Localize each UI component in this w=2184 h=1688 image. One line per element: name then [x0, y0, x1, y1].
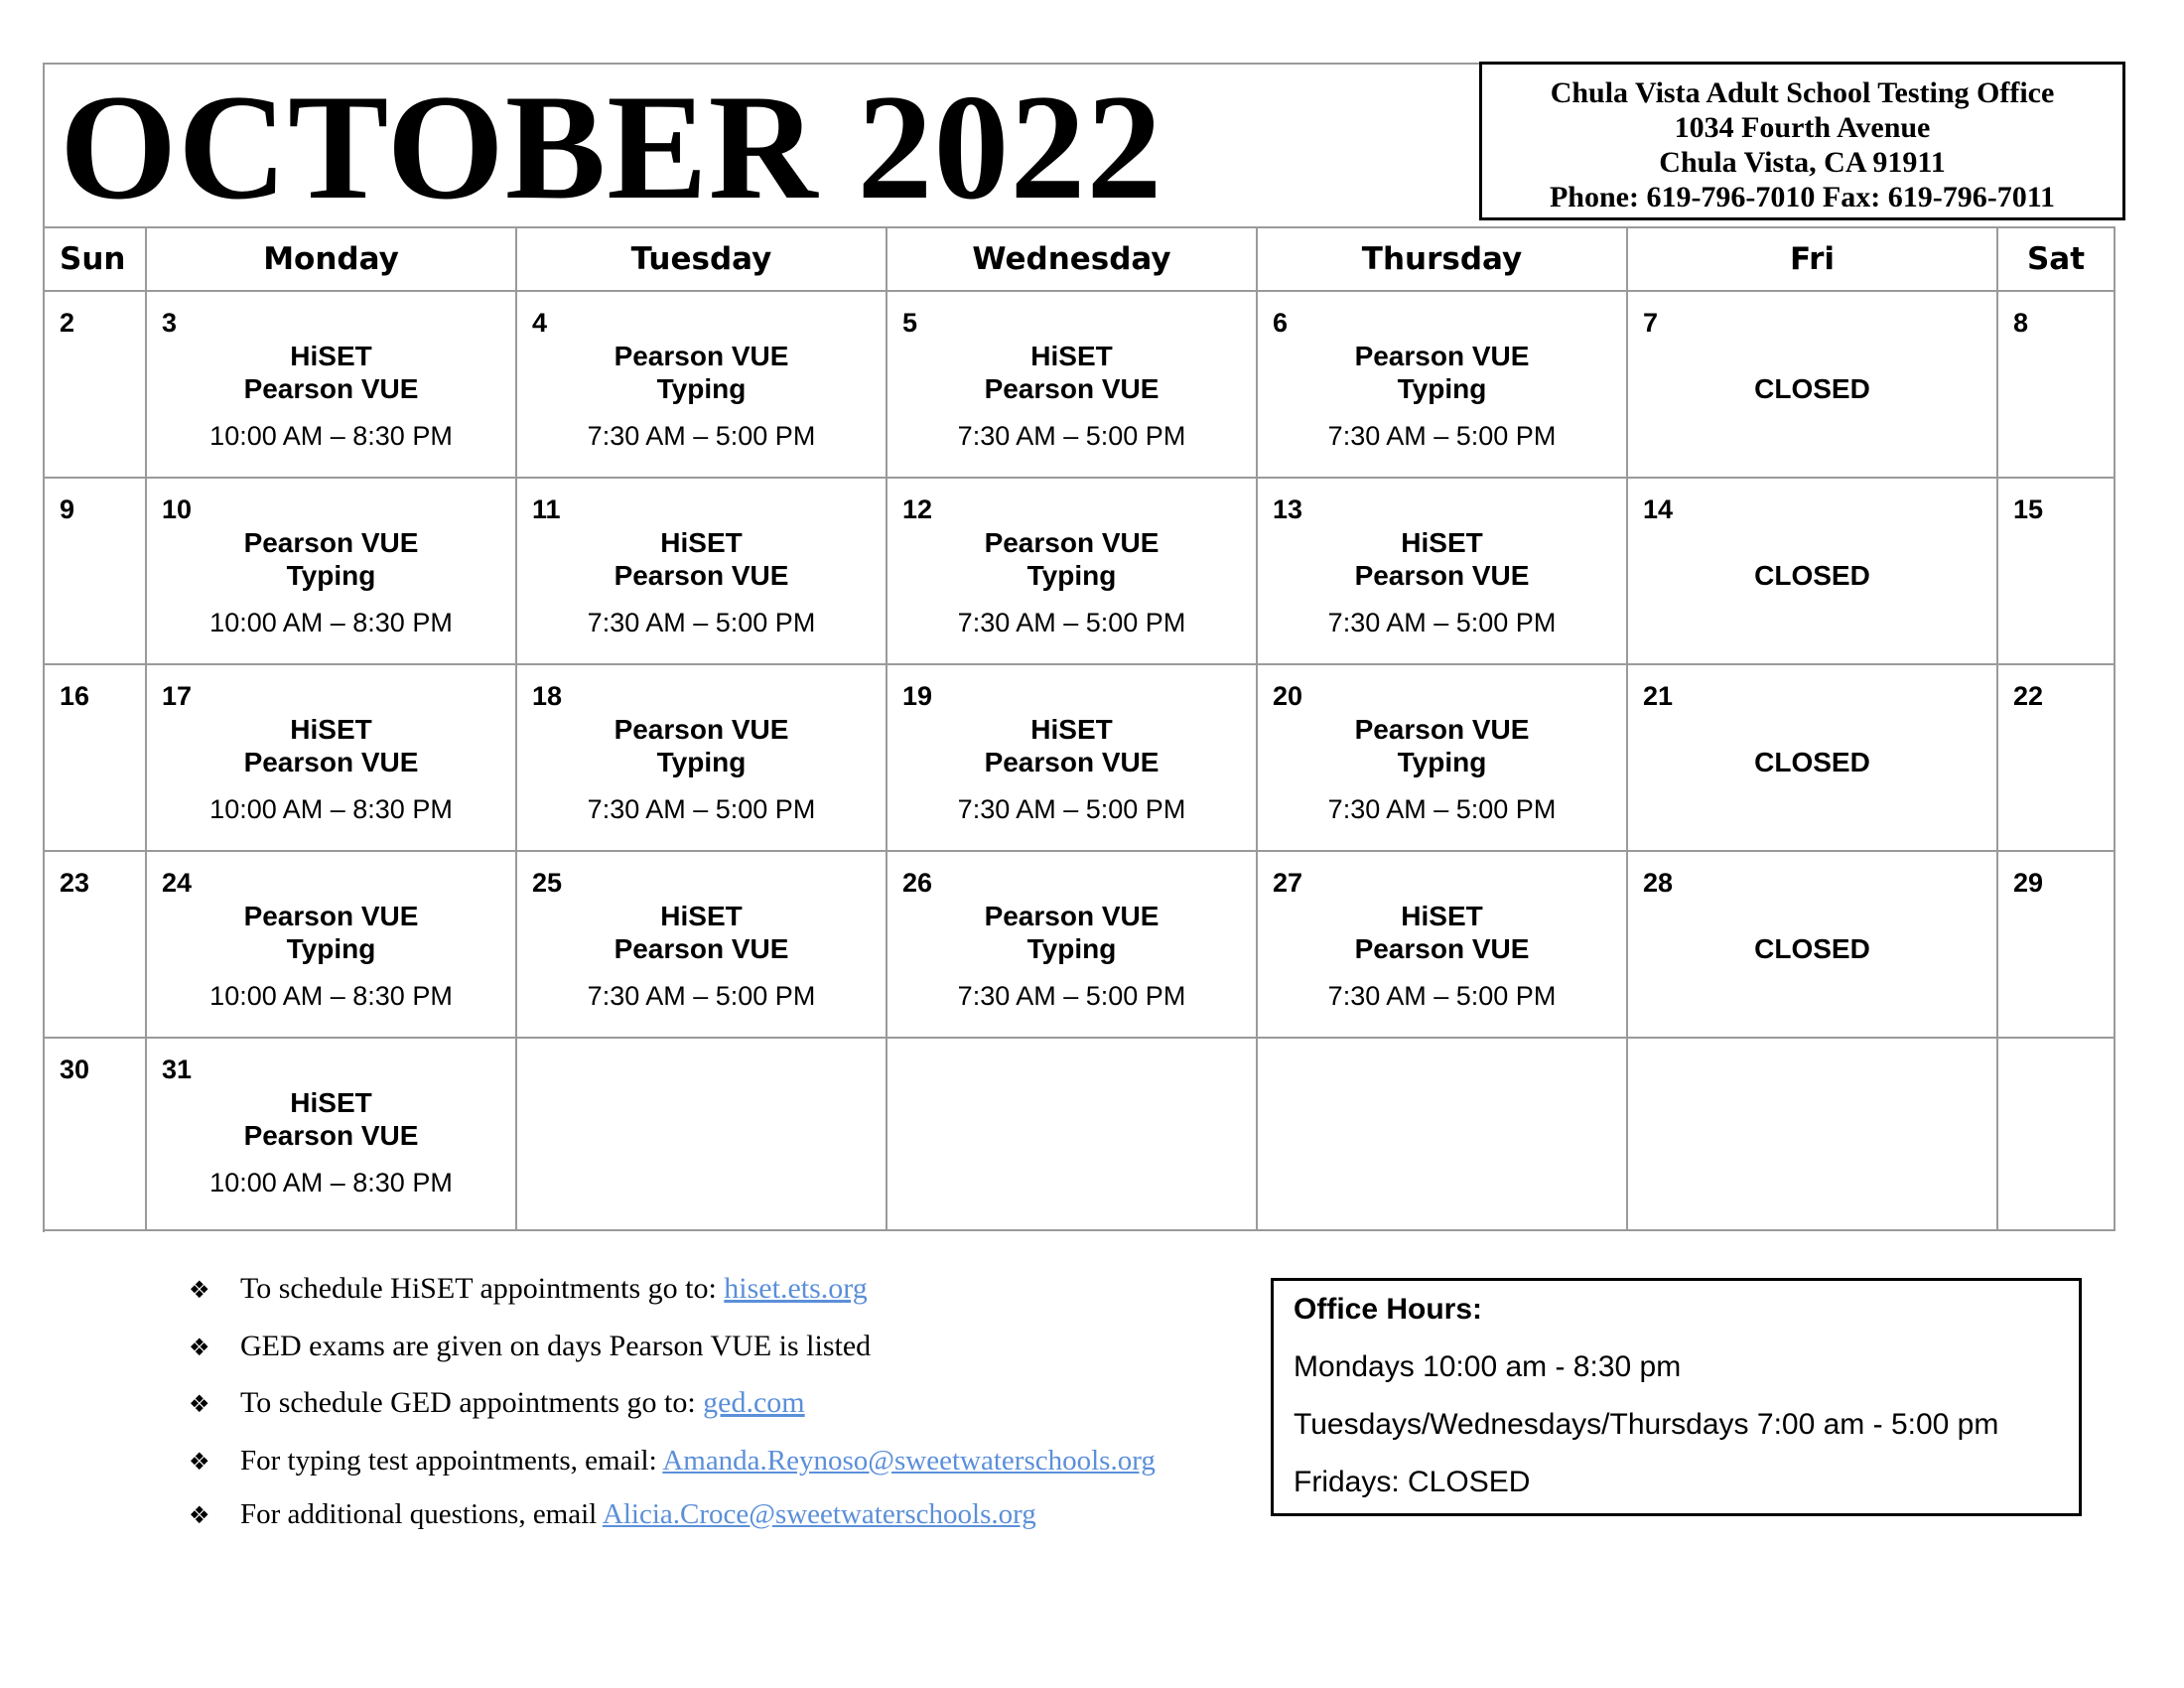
calendar-grid: [43, 226, 2116, 1231]
day-events: [887, 713, 1256, 824]
calendar-week-row: [44, 291, 2115, 478]
office-hours-line: Fridays: CLOSED: [1294, 1466, 1531, 1498]
day-events: [887, 340, 1256, 451]
day-number: 9: [60, 494, 75, 524]
exam-type: HiSET: [290, 341, 372, 371]
questions-email-link[interactable]: Alicia.Croce@sweetwaterschools.org: [602, 1497, 1036, 1530]
exam-type: Pearson VUE: [243, 747, 419, 777]
day-number: 20: [1273, 681, 1303, 711]
day-number: 29: [2013, 868, 2044, 898]
office-hours-title: Office Hours:: [1294, 1293, 1483, 1326]
ged-link[interactable]: ged.com: [703, 1386, 805, 1419]
day-events: [147, 900, 515, 1011]
calendar-day-cell: [516, 291, 887, 478]
office-hours-line: Tuesdays/Wednesdays/Thursdays 7:00 am - 5:00 pm: [1294, 1408, 1999, 1441]
exam-hours: 7:30 AM – 5:00 PM: [1327, 608, 1557, 637]
day-number: 22: [2013, 681, 2044, 711]
exam-type: HiSET: [1030, 714, 1113, 745]
day-number: 25: [532, 868, 563, 898]
calendar-day-cell: [1257, 291, 1627, 478]
calendar-day-cell: [44, 291, 146, 478]
day-number: 16: [60, 681, 90, 711]
exam-hours: 7:30 AM – 5:00 PM: [957, 608, 1186, 637]
day-number: 28: [1643, 868, 1674, 898]
weekday-header: Thursday: [1257, 227, 1627, 291]
exam-hours: 10:00 AM – 8:30 PM: [209, 1168, 453, 1197]
calendar-empty-cell: [516, 1038, 887, 1230]
calendar-day-cell: [1997, 478, 2115, 664]
weekday-header: Wednesday: [887, 227, 1257, 291]
weekday-header-row: [44, 227, 2115, 291]
calendar-empty-cell: [1627, 1038, 1997, 1230]
exam-type: HiSET: [290, 1087, 372, 1118]
calendar-day-cell: [887, 478, 1257, 664]
day-number: 14: [1643, 494, 1674, 524]
calendar-day-cell: [1627, 664, 1997, 851]
office-hours-line: Mondays 10:00 am - 8:30 pm: [1294, 1350, 1682, 1383]
calendar-day-cell: [887, 664, 1257, 851]
day-events: [517, 900, 886, 1011]
office-address-box: [1479, 62, 2125, 220]
exam-hours: 10:00 AM – 8:30 PM: [209, 608, 453, 637]
closed-label: CLOSED: [1754, 373, 1870, 404]
diamond-bullet-icon: ❖: [189, 1333, 210, 1361]
typing-email-link[interactable]: Amanda.Reynoso@sweetwaterschools.org: [662, 1444, 1156, 1477]
notes-list: [189, 1269, 1156, 1548]
exam-type: HiSET: [290, 714, 372, 745]
exam-type: Pearson VUE: [984, 901, 1160, 931]
exam-hours: 10:00 AM – 8:30 PM: [209, 981, 453, 1011]
day-number: 5: [902, 308, 918, 338]
exam-hours: 7:30 AM – 5:00 PM: [1327, 421, 1557, 451]
exam-type: Typing: [1026, 560, 1117, 591]
exam-type: Pearson VUE: [984, 747, 1160, 777]
weekday-header: Tuesday: [516, 227, 887, 291]
day-number: 26: [902, 868, 933, 898]
closed-label: CLOSED: [1754, 933, 1870, 964]
day-number: 6: [1273, 308, 1289, 338]
calendar-day-cell: [1997, 851, 2115, 1038]
day-events: [517, 340, 886, 451]
day-number: 4: [532, 308, 548, 338]
page-title: OCTOBER 2022: [60, 64, 1163, 230]
calendar-day-cell: [887, 291, 1257, 478]
day-events: [1258, 340, 1626, 451]
calendar-empty-cell: [887, 1038, 1257, 1230]
exam-type: HiSET: [1401, 901, 1483, 931]
day-events: [147, 526, 515, 637]
day-events: [887, 900, 1256, 1011]
day-events: [517, 526, 886, 637]
diamond-bullet-icon: ❖: [189, 1390, 210, 1418]
exam-type: Pearson VUE: [1354, 560, 1530, 591]
exam-type: HiSET: [1401, 527, 1483, 558]
exam-hours: 7:30 AM – 5:00 PM: [587, 981, 816, 1011]
exam-hours: 7:30 AM – 5:00 PM: [957, 421, 1186, 451]
calendar-day-cell: [516, 851, 887, 1038]
calendar-day-cell: [516, 478, 887, 664]
day-events: [1258, 713, 1626, 824]
calendar-day-cell: [1627, 851, 1997, 1038]
day-number: 12: [902, 494, 933, 524]
calendar-day-cell: [1627, 291, 1997, 478]
calendar-day-cell: [1627, 478, 1997, 664]
office-phone-fax: Phone: 619-796-7010 Fax: 619-796-7011: [1549, 181, 2056, 213]
calendar-day-cell: [887, 851, 1257, 1038]
day-number: 31: [162, 1055, 193, 1084]
day-number: 11: [532, 494, 561, 524]
exam-type: HiSET: [1030, 341, 1113, 371]
exam-type: Pearson VUE: [1354, 341, 1530, 371]
diamond-bullet-icon: ❖: [189, 1500, 210, 1529]
calendar-day-cell: [146, 1038, 516, 1230]
exam-type: Typing: [656, 373, 747, 404]
note-item: ❖ To schedule HiSET appointments go to: hiset.ets.org: [189, 1269, 1156, 1327]
day-number: 18: [532, 681, 563, 711]
day-events: [887, 526, 1256, 637]
calendar-day-cell: [44, 664, 146, 851]
office-street: 1034 Fourth Avenue: [1674, 111, 1931, 144]
exam-hours: 10:00 AM – 8:30 PM: [209, 794, 453, 824]
calendar-week-row: [44, 664, 2115, 851]
exam-type: Pearson VUE: [243, 527, 419, 558]
exam-type: Typing: [286, 933, 376, 964]
exam-type: HiSET: [660, 901, 743, 931]
exam-hours: 7:30 AM – 5:00 PM: [957, 794, 1186, 824]
exam-type: HiSET: [660, 527, 743, 558]
calendar-empty-cell: [1997, 1038, 2115, 1230]
calendar-day-cell: [516, 664, 887, 851]
day-number: 27: [1273, 868, 1303, 898]
exam-hours: 7:30 AM – 5:00 PM: [957, 981, 1186, 1011]
day-number: 23: [60, 868, 90, 898]
calendar-day-cell: [1257, 664, 1627, 851]
office-city: Chula Vista, CA 91911: [1659, 146, 1946, 179]
calendar-week-row: [44, 478, 2115, 664]
exam-hours: 7:30 AM – 5:00 PM: [1327, 794, 1557, 824]
closed-label: CLOSED: [1754, 747, 1870, 777]
diamond-bullet-icon: ❖: [189, 1276, 210, 1304]
day-number: 3: [162, 308, 178, 338]
day-number: 21: [1643, 681, 1674, 711]
day-events: [147, 713, 515, 824]
calendar-day-cell: [1997, 291, 2115, 478]
exam-type: Pearson VUE: [984, 527, 1160, 558]
exam-type: Pearson VUE: [1354, 714, 1530, 745]
day-events: [1258, 526, 1626, 637]
exam-type: Pearson VUE: [614, 933, 789, 964]
calendar-day-cell: [146, 664, 516, 851]
weekday-header: Monday: [146, 227, 516, 291]
calendar-day-cell: [1257, 851, 1627, 1038]
calendar-day-cell: [44, 1038, 146, 1230]
diamond-bullet-icon: ❖: [189, 1447, 210, 1476]
calendar-week-row: [44, 851, 2115, 1038]
day-events: [1258, 900, 1626, 1011]
calendar-day-cell: [146, 291, 516, 478]
exam-hours: 7:30 AM – 5:00 PM: [1327, 981, 1557, 1011]
note-item: ❖ GED exams are given on days Pearson VUE is listed: [189, 1327, 1156, 1384]
day-number: 10: [162, 494, 193, 524]
day-number: 15: [2013, 494, 2044, 524]
day-number: 17: [162, 681, 193, 711]
day-number: 30: [60, 1055, 90, 1084]
office-hours-box: [1271, 1278, 2082, 1516]
weekday-header: Sat: [1997, 227, 2115, 291]
day-events: [147, 1086, 515, 1197]
exam-type: Typing: [1397, 747, 1487, 777]
exam-type: Typing: [656, 747, 747, 777]
exam-type: Pearson VUE: [614, 560, 789, 591]
exam-hours: 7:30 AM – 5:00 PM: [587, 421, 816, 451]
day-events: [147, 340, 515, 451]
office-name: Chula Vista Adult School Testing Office: [1550, 76, 2055, 109]
exam-type: Pearson VUE: [243, 1120, 419, 1151]
weekday-header: Fri: [1627, 227, 1997, 291]
day-number: 7: [1643, 308, 1659, 338]
note-item: ❖ For additional questions, email Alicia.Croce@sweetwaterschools.org: [189, 1494, 1156, 1548]
exam-type: Pearson VUE: [614, 341, 789, 371]
exam-type: Typing: [1397, 373, 1487, 404]
calendar-day-cell: [44, 851, 146, 1038]
exam-type: Pearson VUE: [243, 373, 419, 404]
exam-type: Pearson VUE: [1354, 933, 1530, 964]
calendar-empty-cell: [1257, 1038, 1627, 1230]
exam-type: Pearson VUE: [984, 373, 1160, 404]
weekday-header: Sun: [44, 227, 146, 291]
day-number: 2: [60, 308, 75, 338]
calendar-day-cell: [1257, 478, 1627, 664]
calendar-day-cell: [1997, 664, 2115, 851]
note-item: ❖ To schedule GED appointments go to: ged.com: [189, 1383, 1156, 1441]
day-number: 19: [902, 681, 933, 711]
note-item: ❖ For typing test appointments, email: Amanda.Reynoso@sweetwaterschools.org: [189, 1441, 1156, 1494]
day-number: 13: [1273, 494, 1303, 524]
day-events: [517, 713, 886, 824]
hiset-link[interactable]: hiset.ets.org: [724, 1272, 868, 1305]
day-number: 24: [162, 868, 193, 898]
exam-hours: 10:00 AM – 8:30 PM: [209, 421, 453, 451]
calendar-day-cell: [44, 478, 146, 664]
exam-hours: 7:30 AM – 5:00 PM: [587, 794, 816, 824]
exam-type: Pearson VUE: [614, 714, 789, 745]
exam-type: Typing: [286, 560, 376, 591]
exam-type: Pearson VUE: [243, 901, 419, 931]
day-number: 8: [2013, 308, 2029, 338]
calendar-week-row: [44, 1038, 2115, 1230]
exam-hours: 7:30 AM – 5:00 PM: [587, 608, 816, 637]
exam-type: Typing: [1026, 933, 1117, 964]
calendar-day-cell: [146, 851, 516, 1038]
calendar-day-cell: [146, 478, 516, 664]
closed-label: CLOSED: [1754, 560, 1870, 591]
